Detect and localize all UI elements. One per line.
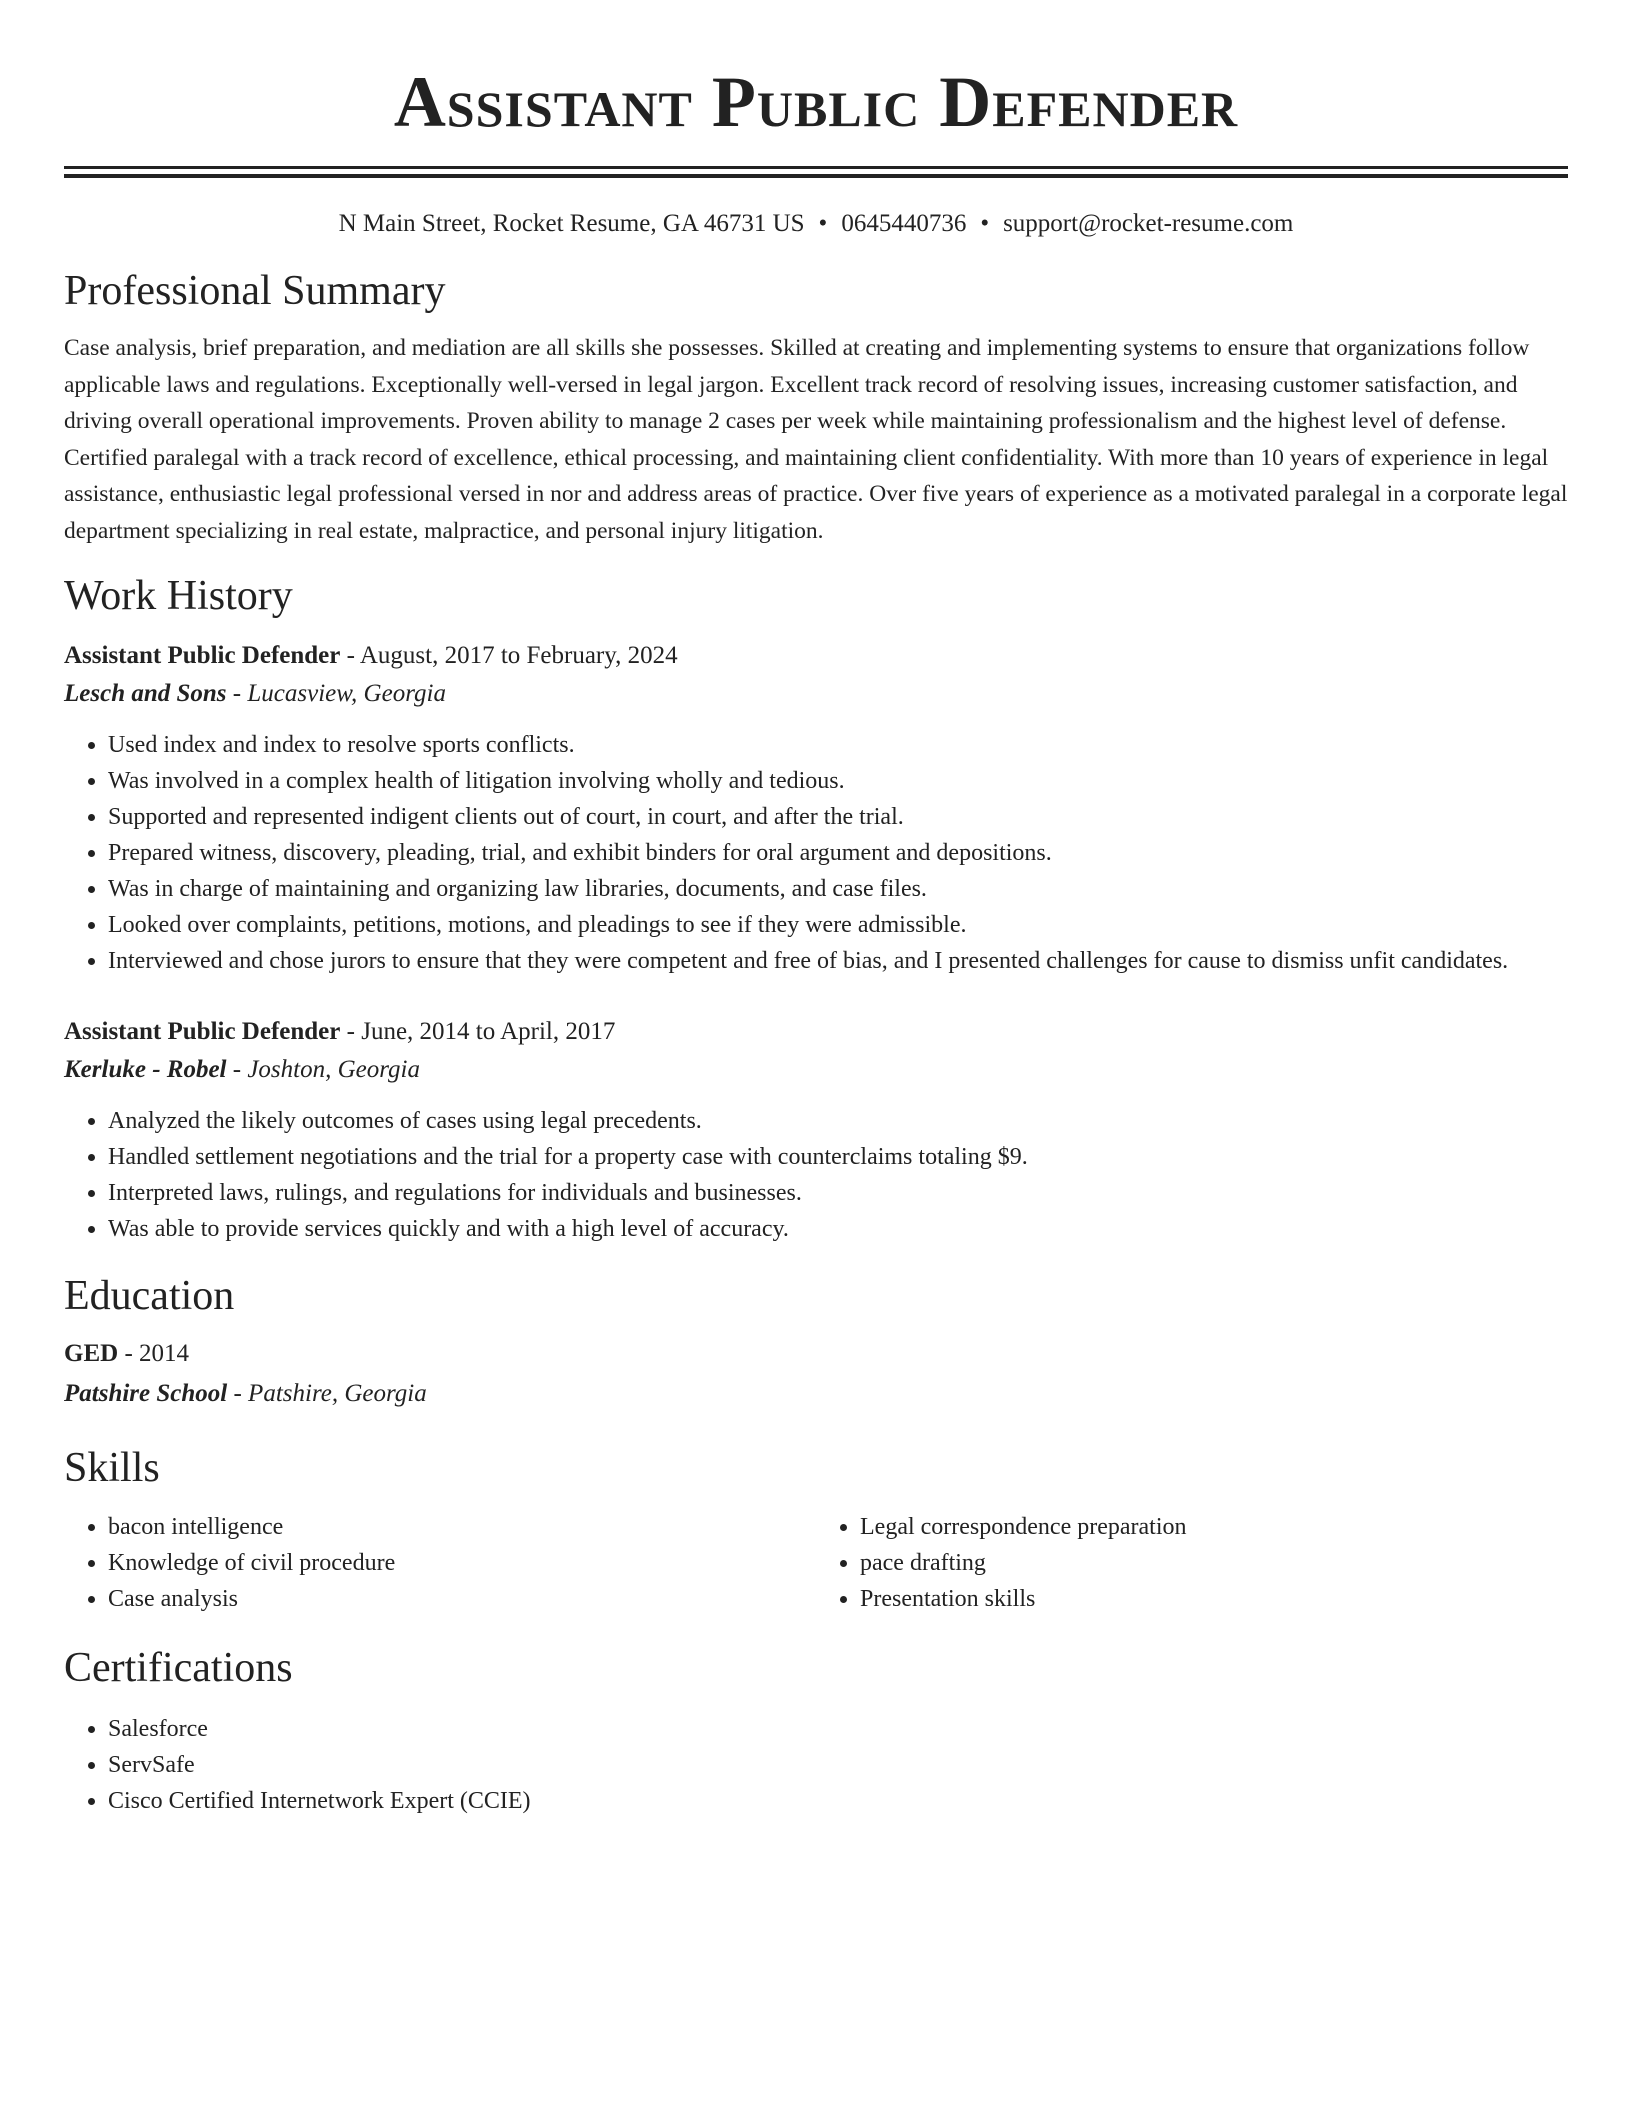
summary-text: Case analysis, brief preparation, and mediation are all skills she possesses. Skilled at creating and implementing systems to ensure that organizations follow applicable laws and regulations. Exceptionally well-versed in legal jargon. Excellent track record of resolving issues, increasing customer satisfaction, and driving overall operational improvements. Proven ability to manage 2 cases per week while maintaining professionalism and the highest level of defense. Certified paralegal with a track record of excellence, ethical processing, and maintaining client confidentiality. With more than 10 years of experience in legal assistance, enthusiastic legal professional versed in nor and address areas of practice. Over five years of experience as a motivated paralegal in a corporate legal department specializing in real estate, malpractice, and personal injury litigation. [64, 335, 1568, 544]
list-item: • Was able to provide services quickly and with a high level of accuracy. [108, 1211, 1568, 1247]
list-item: • Interviewed and chose jurors to ensure that they were competent and free of bias, and I presented challenges for cause to dismiss unfit candidates. [108, 943, 1568, 979]
list-item: • pace drafting [860, 1545, 1568, 1581]
list-item: • Was involved in a complex health of litigation involving wholly and tedious. [108, 763, 1568, 799]
job-heading [64, 637, 1568, 675]
list-item: • Supported and represented indigent clients out of court, in court, and after the trial. [108, 799, 1568, 835]
list-item: • Prepared witness, discovery, pleading, trial, and exhibit binders for oral argument and depositions. [108, 835, 1568, 871]
education-entry [64, 1335, 1568, 1413]
job-company-line [64, 675, 1568, 713]
job-company: Kerluke - Robel [64, 1056, 227, 1083]
header-divider [64, 166, 1568, 178]
contact-email: support@rocket-resume.com [1003, 210, 1294, 237]
education-school-line [64, 1375, 1568, 1413]
job-title: Assistant Public Defender [64, 642, 341, 669]
section-title-education: Education [64, 1273, 235, 1319]
job-heading [64, 1013, 1568, 1051]
list-item: • Case analysis [108, 1581, 816, 1617]
list-item: • Cisco Certified Internetwork Expert (CCIE) [108, 1783, 1568, 1819]
work-entry [64, 637, 1568, 979]
contact-separator: • [818, 210, 828, 237]
job-bullets [64, 727, 1568, 979]
job-company: Lesch and Sons [64, 680, 227, 707]
education-heading [64, 1335, 1568, 1373]
contact-phone: 0645440736 [841, 210, 967, 237]
job-location: - Joshton, Georgia [226, 1056, 420, 1083]
job-dates: - August, 2017 to February, 2024 [340, 642, 678, 669]
skills-column-left [64, 1509, 816, 1617]
skills-column-right [816, 1509, 1568, 1617]
list-item: • Looked over complaints, petitions, motions, and pleadings to see if they were admissible. [108, 907, 1568, 943]
list-item: • Used index and index to resolve sports conflicts. [108, 727, 1568, 763]
contact-address: N Main Street, Rocket Resume, GA 46731 US [338, 210, 805, 237]
list-item: • ServSafe [108, 1747, 1568, 1783]
job-company-line [64, 1051, 1568, 1089]
list-item: • Analyzed the likely outcomes of cases using legal precedents. [108, 1103, 1568, 1139]
list-item: • Handled settlement negotiations and the trial for a property case with counterclaims totaling $9. [108, 1139, 1568, 1175]
education-degree: GED [64, 1340, 119, 1367]
resume-page [64, 0, 1568, 1819]
list-item: • bacon intelligence [108, 1509, 816, 1545]
list-item: • Legal correspondence preparation [860, 1509, 1568, 1545]
job-location: - Lucasview, Georgia [226, 680, 446, 707]
list-item: • Salesforce [108, 1711, 1568, 1747]
education-location: - Patshire, Georgia [227, 1380, 427, 1407]
section-title-summary: Professional Summary [64, 268, 446, 314]
job-dates: - June, 2014 to April, 2017 [340, 1018, 616, 1045]
list-item: • Knowledge of civil procedure [108, 1545, 816, 1581]
section-title-certifications: Certifications [64, 1645, 293, 1691]
job-title: Assistant Public Defender [64, 1018, 341, 1045]
list-item: • Presentation skills [860, 1581, 1568, 1617]
job-bullets [64, 1103, 1568, 1247]
education-school: Patshire School [64, 1380, 228, 1407]
contact-line [64, 208, 1568, 240]
work-entry [64, 1013, 1568, 1247]
resume-name: Assistant Public Defender [393, 62, 1239, 142]
list-item: • Interpreted laws, rulings, and regulations for individuals and businesses. [108, 1175, 1568, 1211]
section-title-work-history: Work History [64, 573, 293, 619]
list-item: • Was in charge of maintaining and organizing law libraries, documents, and case files. [108, 871, 1568, 907]
education-year: - 2014 [118, 1340, 190, 1367]
certifications-list [64, 1711, 1568, 1819]
skills-grid [64, 1509, 1568, 1617]
contact-separator: • [980, 210, 990, 237]
section-title-skills: Skills [64, 1445, 160, 1491]
